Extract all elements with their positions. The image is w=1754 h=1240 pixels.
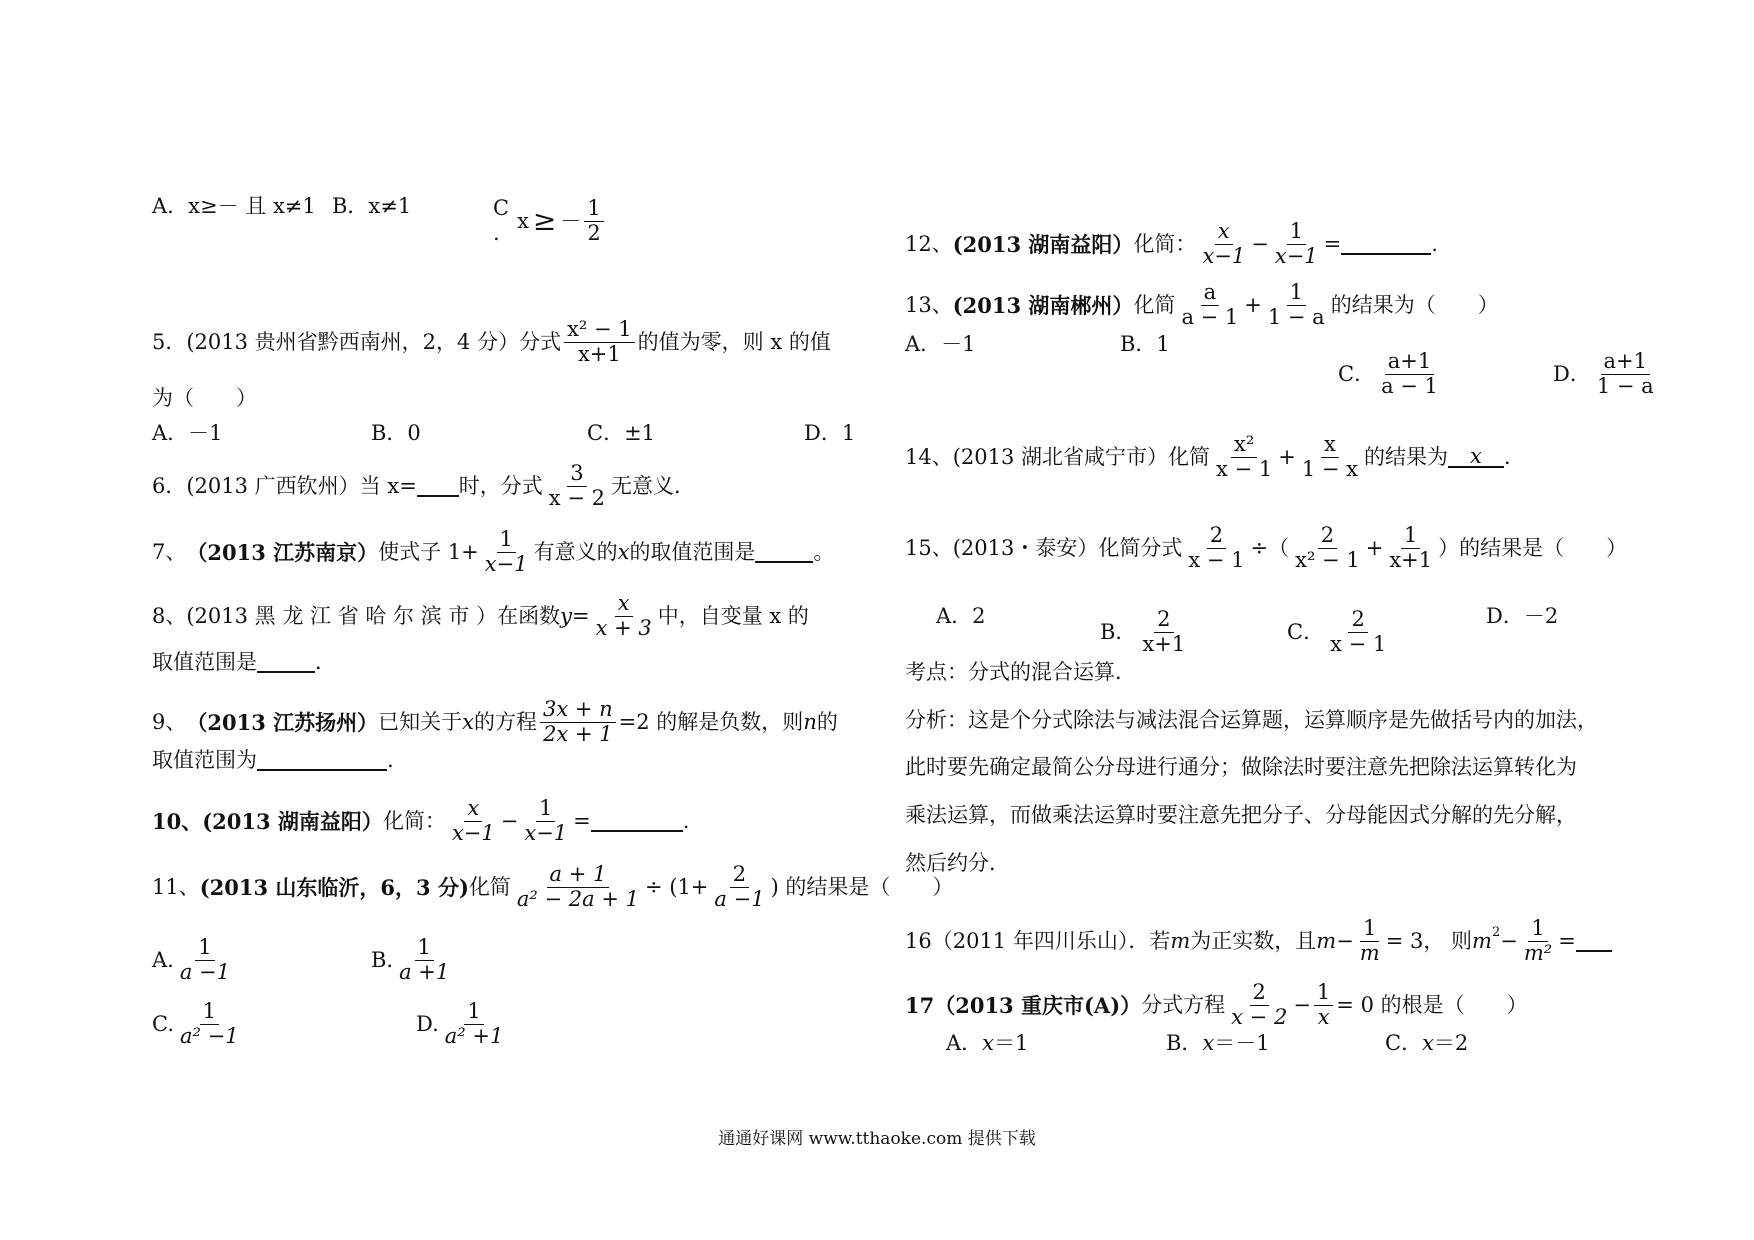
q17-fraction-1: 2 x − 2 <box>1231 980 1288 1029</box>
q5-option-d: D．1 <box>804 421 856 445</box>
top-option-a: A．x≥－ 且 x≠1 <box>152 194 316 218</box>
q17-option-a: A． x ＝1 <box>946 1031 1029 1055</box>
q14-answer: x <box>1448 446 1504 468</box>
q16-line: 16（2011 年四川乐山）．若 m 为正实数，且 m − $\frac{1}{m}$ = 3， 则 m 2 − $\frac{1}{\text{m²}}$ = <box>905 917 1612 965</box>
q14-line: 14、(2013 湖北省咸宁市）化简 x² x − 1 + $\frac{x}{1 - x}$ 的结果为 x ． <box>905 432 1525 481</box>
q15-line: 15、(2013・泰安）化简分式 $\frac{2}{x - 1}$ ÷（ 2 x² − 1 + $\frac{1}{x+1}$ ）的结果是（ ） <box>905 523 1628 572</box>
q5-line1: 5．(2013 贵州省黔西南州，2，4 分）分式 x² − 1 x+1 的值为零，则 x 的值 <box>152 317 831 366</box>
q7-answer-blank[interactable] <box>755 541 813 563</box>
q14-fraction-2: $\frac{x}{1 - x}$ <box>1301 432 1358 481</box>
q17-line: 17（2013 重庆市(A)） 分式方程 2 x − 2 − $\frac{1}{x}$ = 0 的根是（ ） <box>905 980 1528 1029</box>
q6-line: 6．(2013 广西钦州）当 x= 时，分式 3 x − 2 无意义． <box>152 461 695 510</box>
q13-fraction-2: $\frac{1}{1 - a}$ <box>1267 280 1325 329</box>
q13-fraction-1: a a − 1 <box>1181 280 1239 329</box>
q16-fraction-2: $\frac{1}{\text{m²}}$ <box>1523 916 1553 965</box>
q15-option-d: D．－2 <box>1486 604 1559 628</box>
q16-fraction-1: $\frac{1}{m}$ <box>1359 916 1380 965</box>
q5-fraction: x² − 1 x+1 <box>564 318 635 366</box>
q10-line: 10、 (2013 湖南益阳） 化简： x x−1 − $\frac{1}{x-1}$ = . <box>152 796 690 845</box>
q9-line2: 取值范围为 . <box>152 747 394 772</box>
q11-fraction-2: $\frac{2}{a -1}$ <box>714 862 765 911</box>
q11-fraction-1: $\frac{a + 1}{\text{a² − 2a + 1}}$ <box>516 862 639 911</box>
q5-option-b: B．0 <box>371 421 421 445</box>
analysis-line-3: 乘法运算，而做乘法运算时要注意先把分子、分母能因式分解的先分解， <box>905 803 1577 827</box>
q14-fraction-1: x² x − 1 <box>1216 432 1273 481</box>
q9-line1: 9、 （2013 江苏扬州） 已知关于 x 的方程 $\frac{3x + n}{2x + 1}$ =2 的解是负数，则 n 的 <box>152 697 838 746</box>
top-option-b: B．x≠1 <box>332 194 412 218</box>
q6-fraction: 3 x − 2 <box>548 461 605 510</box>
q15-fraction-1: $\frac{2}{x - 1}$ <box>1188 523 1245 572</box>
q9-answer-blank[interactable] <box>257 749 387 771</box>
q5-option-c: C．±1 <box>587 421 656 445</box>
analysis-line-1: 分析：这是个分式除法与减法混合运算题，运算顺序是先做括号内的加法， <box>905 708 1598 732</box>
q11-line: 11、 (2013 山东临沂，6，3 分) 化简 $\frac{a + 1}{\text{a² − 2a + 1}}$ ÷ (1+ $\frac{2}{a -1}$ ) 的结果是（ ） <box>152 862 954 911</box>
q15-fraction-3: $\frac{1}{x+1}$ <box>1389 523 1433 572</box>
q13-option-c: C． a+1 a − 1 <box>1338 349 1438 398</box>
q10-fraction-2: $\frac{1}{x-1}$ <box>524 796 568 845</box>
q11-option-d: D. 1 a² +1 <box>416 999 504 1048</box>
footer-credit: 通通好课网 www.tthaoke.com 提供下载 <box>718 1129 1036 1149</box>
q7-fraction: $\frac{1}{x-1}$ <box>484 527 528 576</box>
q15-option-a: A．2 <box>936 604 986 628</box>
q12-fraction-2: $\frac{1}{x-1}$ <box>1274 219 1318 268</box>
q16-answer-blank[interactable] <box>1576 930 1612 952</box>
q13-line: 13、 (2013 湖南郴州） 化简 a a − 1 + $\frac{1}{1 - a}$ 的结果为（ ） <box>905 280 1499 329</box>
q13-option-b: B．1 <box>1120 332 1170 356</box>
q10-fraction-1: x x−1 <box>451 796 495 845</box>
q11-option-c: C. 1 a² −1 <box>152 999 239 1048</box>
q12-fraction-1: x x−1 <box>1202 219 1246 268</box>
q15-option-c: C． 2 x − 1 <box>1287 607 1387 656</box>
q17-option-b: B． x ＝－1 <box>1166 1031 1270 1055</box>
q6-answer-blank[interactable] <box>417 475 459 497</box>
q5-option-a: A．－1 <box>152 421 223 445</box>
analysis-line-2: 此时要先确定最简公分母进行通分；做除法时要注意先把除法运算转化为 <box>905 755 1577 779</box>
q5-line2: 为（ ） <box>152 386 257 410</box>
q15-option-b: B． 2 x+1 <box>1100 607 1186 656</box>
q17-option-c: C． x ＝2 <box>1385 1031 1469 1055</box>
analysis-line-4: 然后约分． <box>905 851 1010 875</box>
q12-line: 12、 (2013 湖南益阳） 化简： x x−1 − $\frac{1}{x-1}$ = . <box>905 219 1438 268</box>
q11-option-b: B. 1 a +1 <box>371 935 450 984</box>
q11-option-a: A. 1 a −1 <box>152 935 230 984</box>
q13-option-d: D． a+1 1 − a <box>1553 349 1654 398</box>
q12-answer-blank[interactable] <box>1341 233 1431 255</box>
top-option-c-fraction: 1 2 <box>584 197 603 245</box>
top-option-c: C . x ≥ － 1 2 <box>493 196 607 246</box>
q8-line2: 取值范围是 ． <box>152 649 336 674</box>
q13-option-a: A．－1 <box>905 332 976 356</box>
q9-fraction: $\frac{3x + n}{2x + 1}$ <box>540 698 616 746</box>
kaodian: 考点：分式的混合运算． <box>905 660 1136 684</box>
q8-line1: 8、(2013 黑 龙 江 省 哈 尔 滨 市 ）在函数 y = $\frac{x}{x + 3}$ 中，自变量 x 的 <box>152 591 809 640</box>
q8-fraction: $\frac{x}{x + 3}$ <box>595 591 652 640</box>
q17-fraction-2: $\frac{1}{x}$ <box>1314 981 1333 1029</box>
q15-fraction-2: 2 x² − 1 <box>1295 523 1360 572</box>
q10-answer-blank[interactable] <box>591 810 683 832</box>
q8-answer-blank[interactable] <box>257 651 315 673</box>
q7-line: 7、 （2013 江苏南京） 使式子 1+ $\frac{1}{x-1}$ 有意义的 x 的取值范围是 。 <box>152 527 835 576</box>
